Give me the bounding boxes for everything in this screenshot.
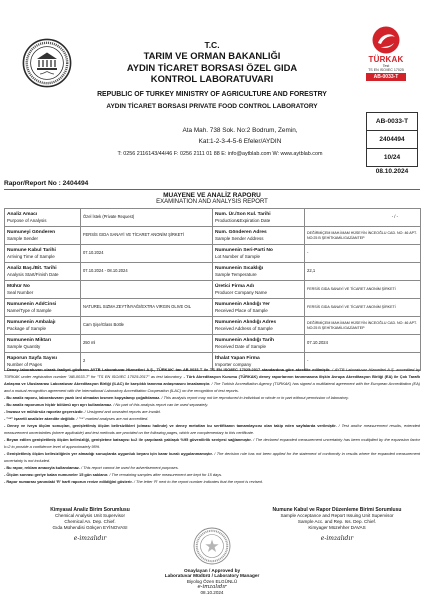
header-lab-line1: AYDIN TİCARET BORSASI ÖZEL GIDA [126,61,298,73]
label-en: Package of Sample [7,325,47,331]
approver-role: Laboratuvar Müdürü / Laboratory Manager [164,573,260,579]
label-tr: Analiz Baş./Bit. Tarihi [7,266,57,272]
label-tr: Num. Ür./Son Kul. Tarihi [215,212,271,218]
label-en: Received Address of Sample [215,325,273,331]
value-seal-number [81,281,213,299]
table-row [5,263,421,281]
approval-date: 08.10.2024 [200,590,224,596]
approved-by-label: Onaylayan / Approved by [183,568,241,573]
note-en: / The Turkish Accreditation Agency (TÜRKAK) has signed a multilateral agreement with the European Accreditation (EA) and a mutual recognition agreement with the International Laboratory Accreditation Cooperation (ILAC) on the recognition of test reports. [4,381,420,393]
label-tr: Numunenin Alındığı Yer [215,302,270,308]
value-sample-name: NATUREL SIZMA ZEYTİNYAĞI/EXTRA VIRGIN OLIVE OIL [81,299,213,317]
signer-role-short: Sample Acc. and Rep. Iss. Dep. Chief. [297,519,377,524]
value-received-address: DEĞİRMİÇEM MAH.İMAM HÜSEYİN İNCEOĞLU CAD. NO: 46 APT. NO:25 B ŞEHİTKAMİL/GAZİANTEP [305,317,421,335]
header-tc: T.C. [204,40,220,50]
label-en: Number of Pages [7,361,43,367]
label-producer-company [213,281,305,299]
label-production-expiration-date [213,209,305,227]
note-tr: - Beyan edilen genişletilmiş ölçüm belirsizliği, genişletme katsayısı k=2 ile çarpılarak yaklaşık %95 güvenilirlik seviyesi sağlanmıştır. [4,437,252,442]
label-en: Producer Company Name [215,289,268,295]
report-title-en: EXAMINATION AND ANALYSIS REPORT [156,199,268,205]
label-tr: Analiz Amacı [7,212,38,218]
label-en: Received Place of Sample [215,307,268,313]
label-received-address [213,317,305,335]
signature-sample-acceptance [254,507,420,543]
note-en: / AYTB Laboratuvar Hizmetleri A.Ş. accredited by TÜRKAK under registration number "AB-0033-T" for "TS EN ISO/IEC 17025:2017" as test laboratory. [4,367,421,379]
note [4,450,420,464]
note [4,422,420,436]
note-en: / "**" marked analyses are not accredited. [75,416,149,421]
e-signature: e-imzalıdır [73,535,107,542]
label-tr: Numunenin Miktarı [7,338,52,344]
value-producer-company: FERSİS GIDA SANAYİ VE TİCARET ANONİM ŞİRKETİ [305,281,421,299]
note [4,471,420,478]
value-sender-address: DEĞİRMİÇEM MAH.İMAM HÜSEYİN İNCEOĞLU CAD. NO: 46 APT. NO:25 B ŞEHİTKAMİL/GAZİANTEP [305,227,421,245]
signature-approval [112,568,312,596]
label-tr: Numuneyi Gönderen [7,230,56,236]
address-line2: Kat:1-2-3-4-5-6 Efeler/AYDIN [198,138,282,145]
note-tr: - Bu rapor, reklam amacıyla kullanılamaz. [4,465,80,470]
signer-role-short: Chemical An. Dep. Chief. [64,519,116,524]
header-lab-line2: KONTROL LABORATUVARI [150,73,274,84]
e-signature: e-imzalıdır [320,535,354,542]
label-en: Lot Number of Sample [215,253,261,259]
report-box-accreditation-no: AB-0033-T [366,112,418,131]
table-row [5,209,421,227]
label-purpose [5,209,81,227]
signer-role-tr: Numune Kabul ve Rapor Düzenleme Birimi Sorumlusu [272,507,402,513]
turkak-code: AB-0033-T [366,73,406,81]
header-lab-en: AYDIN TİCARET BORSASI PRIVATE FOOD CONTROL LABORATORY [106,103,318,110]
note-tr: - Deney laboratuvarı olarak faaliyet gösteren AYTB Laboratuvar Hizmetleri A.Ş., TÜRKAK' tan AB-0033-T ile TS EN ISO/IEC 17025:2017 standardına göre akredite edilmiştir. [4,367,331,372]
label-en: Production&Expiration Date [215,217,271,223]
note-en: / Test and/or measurement results, extended measurement uncertainties (where applicable) and test methods are provided on the following pages, which are complementary to this certificate. [4,423,420,435]
turkak-emblem-icon [372,26,400,54]
label-tr: Numune Kabul Tarihi [7,248,56,254]
report-date: 08.10.2024 [375,168,409,175]
label-received-date [213,335,305,353]
report-number-line [4,179,88,188]
label-seal-number [5,281,81,299]
label-en: Sample Sender Address [215,235,264,241]
note [4,408,420,415]
note-tr: - Bu analiz raporu, laboratuvarın yazılı izni olmadan kısmen kopyalanıp çoğaltılamaz. [4,395,161,400]
label-sender-address [213,227,305,245]
label-arriving-date [5,245,81,263]
letterhead-tr [80,40,344,85]
signer-name: Gıda Mühendisi Gökçen EYİNOVASI [52,525,128,530]
e-signature: e-imzalıdır [197,584,227,591]
label-tr: Numunenin Seri-Parti No [215,248,273,254]
note [4,478,420,485]
divider [4,189,420,190]
note-en: / This analysis report may not be reproduced in individual or whole or in part without permission of laboratory. [160,395,349,400]
accreditation-logo [356,26,416,81]
label-tr: Num. Gönderen Adres [215,230,267,236]
label-en: Sample Sender [7,235,39,241]
report-title-tr: MUAYENE VE ANALİZ RAPORU [163,192,261,199]
value-package: Cam Şişe/Glass Bottle [81,317,213,335]
label-tr: Numunenin Alındığı Tarih [215,338,274,344]
signature-chemical-analysis [10,507,170,543]
report-title [0,192,424,206]
note-tr: - Genişletilmiş ölçüm belirsizliğinin yer almadığı sonuçlarda uygunluk beyanı için karar kuralı uygulanmamıştır. [4,451,213,456]
signer-role-en: Chemical Analysis Unit Supervisor [55,513,125,518]
header-ministry-en: REPUBLIC OF TURKEY MINISTRY OF AGRICULTURE AND FORESTRY [97,91,327,98]
value-analysis-dates: 07.10.2024 - 08.10.2024 [81,263,213,281]
value-received-place: FERSİS GIDA SANAYİ VE TİCARET ANONİM ŞİRKETİ [305,299,421,317]
note-tr: - Türk Akreditasyon Kurumu (TÜRKAK) deney raporlarının tanınmasına ilişkin Avrupa Akreditasyon Birliği (EA) ile Çok Taraflı Anlaşma ve Uluslararası Laboratuvar Akreditasyon Birliği (ILAC) ile karşılıklı tanınma anlaşmasını imzalamıştır. [4,374,420,386]
label-tr: Numunenin Sıcaklığı [215,266,264,272]
note-en: / The declared expanded measurement uncertainty has been multiplied by the expansion factor k=2 to provide a confidence level of approximately 95%. [4,437,420,449]
lab-contact: T: 0256 2116143/44/46 F: 0256 2111 01 88 E: info@aytblab.com W: www.aytblab.com [117,151,323,157]
report-number-label: Rapor/Report No : [4,180,63,187]
note-tr: - "**" işaretli analizler akredite değildir. [4,416,76,421]
label-quantity [5,335,81,353]
note-en: / The remaining samples after measurement are kept for 15 days. [108,472,223,477]
value-page-count: 2 [81,353,213,371]
note-en: / Unsigned and unsealed reports are invalid. [83,409,161,414]
note [4,401,420,408]
note-tr: - Bu analiz raporunun hiçbir bölümü ayrı ayrı kullanılamaz. [4,402,113,407]
report-box-report-no: 2404494 [366,131,418,149]
label-sample-sender [5,227,81,245]
sample-info-table [4,208,421,371]
label-lot-number [213,245,305,263]
table-row [5,299,421,317]
table-row [5,227,421,245]
label-tr: Raporun Sayfa Sayısı [7,356,58,362]
label-tr: Numunenin Alındığı Adres [215,320,277,326]
note-en: / No part of this analysis report can be used separately. [112,402,209,407]
note-tr: - Deney ve /veya ölçüm sonuçları, genişletilmiş ölçüm belirsizlikleri (olması halinde) ve deney metotları bu sertifikanın tamamlayıcısı olan takip eden sayfalarda verilmiştir. [4,423,337,428]
value-sample-sender: FERSİS GIDA SANAYİ VE TİCARET ANONİM ŞİRKETİ [81,227,213,245]
signer-role-en: Sample Acceptance and Report Issuing Unit Supervisor [280,513,394,518]
lab-address [115,125,365,147]
label-tr: Mühür No [7,284,30,290]
note-tr: - Ölçüm sonrası geriye kalan numuneler 15 gün saklanır. [4,472,109,477]
turkak-standard: TS EN ISO/IEC 17025 [368,68,404,73]
signer-role-tr: Kimyasal Analiz Birim Sorumlusu [50,507,130,513]
label-en: Purpose of Analysis [7,217,47,223]
value-quantity: 250 ml [81,335,213,353]
report-box-period: 10/24 [366,149,418,167]
label-tr: İthalat Yapan Firma [215,356,260,362]
label-analysis-dates [5,263,81,281]
report-number-value: 2404494 [62,180,89,187]
official-stamp-icon [193,527,231,565]
label-sample-temperature [213,263,305,281]
value-received-date: 07.10.2024 [305,335,421,353]
label-en: Sample Temperature [215,271,257,277]
laboratory-logo [22,38,72,88]
label-en: Seal Number [7,289,34,295]
value-lot-number: - [305,245,421,263]
table-row [5,335,421,353]
table-row [5,281,421,299]
label-en: Sample Quantity [7,343,41,349]
label-received-place [213,299,305,317]
label-sample-name [5,299,81,317]
label-en: Analysis Start/Finish Date [7,271,59,277]
note-en: / The decision rule has not been applied for the statement of conformity in results where the expanded measurement uncertainty is not included. [4,451,420,463]
value-purpose: Özel İstek (Private Request) [81,209,213,227]
note [4,394,420,401]
report-id-box [366,112,418,167]
value-sample-temperature: 22,1 [305,263,421,281]
note-en: / This report cannot be used for advertisement purposes. [79,465,179,470]
turkak-name: TÜRKAK [368,55,404,64]
approver-name: Biyolog Özen ELGÜNLÜ [186,578,238,584]
address-line1: Ata Mah. 738 Sok. No:2 Bodrum, Zemin, [182,127,298,134]
note-tr: - İmzasız ve mühürsüz raporlar geçersizdir. [4,409,84,414]
report-notes [4,366,420,485]
note [4,415,420,422]
table-row [5,245,421,263]
turkak-type: Test [382,64,390,68]
label-package [5,317,81,335]
label-tr: Üretici Firma Adı [215,284,254,290]
label-en: Received Date of Sample [215,343,267,349]
note-tr: - Rapor numarası yanındaki 'R' harfi raporun revize edildiğini gösterir. [4,479,133,484]
label-en: Name/Type of Sample [7,307,52,313]
letterhead-en [40,89,384,113]
label-tr: Numunenin Adı/Cinsi [7,302,57,308]
label-en: Importer company [215,361,252,367]
table-row [5,317,421,335]
note-en: / The letter 'R' next to the report number indicates that the report is revised. [132,479,263,484]
value-arriving-date: 07.10.2024 [81,245,213,263]
value-importer: - [305,353,421,371]
note [4,464,420,471]
label-en: Arriving Time of Sample [7,253,55,259]
note [4,436,420,450]
header-ministry: TARIM VE ORMAN BAKANLIĞI [143,50,281,61]
signer-name: Kimyager Müzehher DAVAS [308,525,366,530]
value-production-expiration-date: - / - [305,209,421,227]
note [4,366,420,394]
label-tr: Numunenin Ambalajı [7,320,56,326]
